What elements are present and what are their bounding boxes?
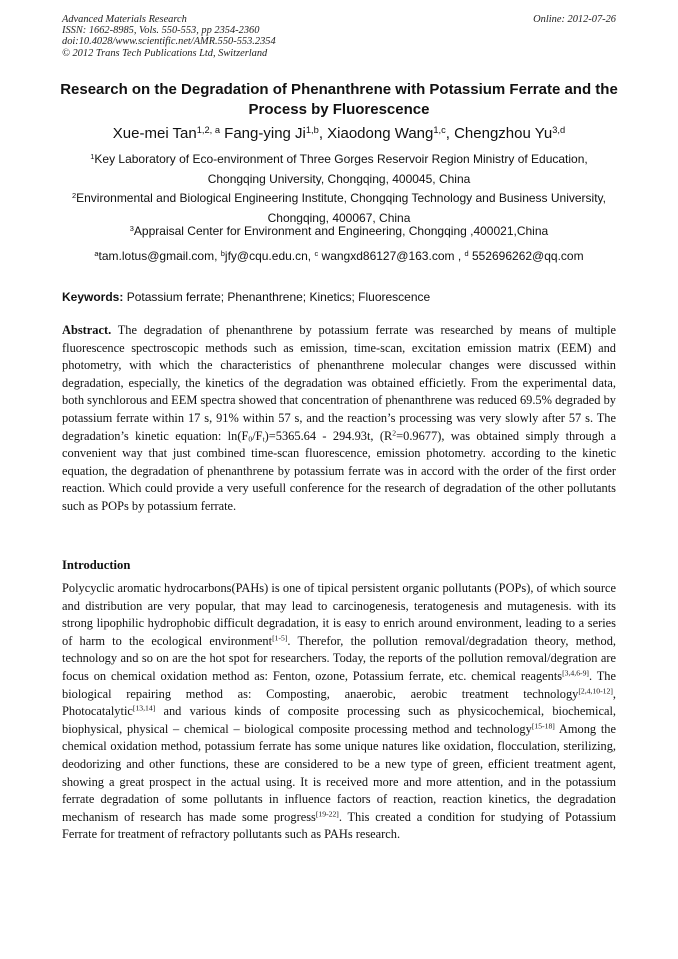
- abstract-label: Abstract.: [62, 323, 112, 337]
- email-mark: c: [314, 248, 319, 258]
- email-mark: b: [220, 248, 225, 258]
- keywords-line: [62, 289, 616, 305]
- email-address: wangxd86127@163.com ,: [321, 249, 462, 263]
- keywords-label: Keywords:: [62, 290, 124, 304]
- citation: [1-5]: [272, 633, 288, 643]
- subscript: t: [262, 434, 265, 444]
- citation: [13,14]: [132, 703, 156, 713]
- abstract: [62, 322, 616, 516]
- affil-mark: 1: [90, 151, 95, 161]
- subscript: 0: [248, 434, 253, 444]
- affil-text: Key Laboratory of Eco-environment of Three Gorges Reservoir Region Ministry of Education, Chongqing University, Chongqing, 400045, China: [94, 152, 588, 186]
- email-list: [40, 248, 638, 264]
- citation: [2,4,10-12]: [578, 685, 613, 695]
- affil-text: Environmental and Biological Engineering Institute, Chongqing Technology and Business University, Chongqing, 400067, China: [76, 191, 606, 225]
- body-text: . This created a condition for studying of Potassium Ferrate for treatment of refractory pollutants such as PAHs research.: [62, 809, 617, 842]
- email-address: 552696262@qq.com: [471, 249, 584, 263]
- author-affil-mark: 1,2, a: [196, 124, 220, 135]
- body-text: . Therefor, the pollution removal/degradation theory, method, technology and so on are the hot spot for researchers. Today, the reports of the pollution removal/degration are focus on chemical oxidation method as: Fenton, ozone, Potassium ferrate, etc. chemical reagents: [62, 633, 616, 683]
- body-text: , Photocatalytic: [62, 686, 616, 719]
- body-text: . The biological repairing method as: Composting, anaerobic, aerobic treatment technology: [62, 668, 616, 701]
- section-heading-introduction: Introduction: [62, 558, 131, 572]
- citation: [3,4,6-9]: [562, 668, 589, 678]
- copyright-line: © 2012 Trans Tech Publications Ltd, Switzerland: [62, 47, 268, 59]
- abstract-text: /F: [252, 428, 263, 443]
- author-name: Fang-ying Ji: [224, 125, 306, 142]
- body-text: Polycyclic aromatic hydrocarbons(PAHs) is one of tipical persistent organic pollutants (POPs), of which source and distribution are very popular, that may lead to carcinogenesis, teratogenesis and mutagenesis. with its strong lipophilic hydrophobic difficult degradation, it is easy to enrich around environment, leading to a series of harm to the ecological environment: [62, 581, 616, 648]
- body-text: and various kinds of composite processing such as physicochemical, biochemical, biophysical, physical – chemical – biological composite processing method and technology: [62, 704, 616, 736]
- affil-mark: 3: [129, 223, 134, 233]
- journal-name: Advanced Materials Research: [62, 14, 187, 25]
- paper-title: Research on the Degradation of Phenanthrene with Potassium Ferrate and the Process by Fluorescence: [60, 81, 618, 118]
- issn-line: ISSN: 1662-8985, Vols. 550-553, pp 2354-2360: [62, 25, 260, 37]
- superscript: 2: [392, 427, 397, 437]
- author-affil-mark: 1,c: [433, 124, 446, 135]
- author-name: Chengzhou Yu: [454, 125, 553, 142]
- affiliation-3: [60, 222, 618, 242]
- affiliation-1: [60, 150, 618, 189]
- doi-line: doi:10.4028/www.scientific.net/AMR.550-553.2354: [62, 36, 276, 48]
- abstract-text: )=5365.64 - 294.93t, (R: [264, 428, 393, 443]
- introduction-paragraph: [62, 580, 616, 844]
- email-mark: a: [94, 248, 99, 258]
- email-address: tam.lotus@gmail.com,: [98, 249, 218, 263]
- affil-mark: 2: [71, 190, 77, 200]
- email-mark: d: [464, 248, 469, 258]
- online-date: Online: 2012-07-26: [533, 14, 616, 25]
- citation: [19-22]: [315, 809, 339, 819]
- author-affil-mark: 3,d: [552, 124, 566, 135]
- affil-text: Appraisal Center for Environment and Engineering, Chongqing ,400021,China: [133, 224, 549, 238]
- author-list: Xue-mei Tan$^{1,2, a}$ Fang-ying Ji$^{1,b}$, Xiaodong Wang$^{1,c}$, Chengzhou Yu$^{3,d}$: [112, 124, 566, 142]
- author-name: Xiaodong Wang: [327, 125, 434, 142]
- abstract-text: The degradation of phenanthrene by potassium ferrate was researched by means of multiple fluorescence spectroscopic methods such as emission, time-scan, excitation emission matrix (EEM) and photometry, with which the characteristics of phenanthrene molecular changes were discussed within degradation, especially, the kinetics of the degradation was obtained efficietly. From the experimental data, both synchlorous and EEM spectra showed that concentration of phenanthrene was reduced 69.5% degraded by potassium ferrate within 17 s, 91% within 57 s, and the reaction’s processing was very slowly after 57 s. The degradation’s kinetic equation: ln(F: [62, 323, 617, 443]
- abstract-text: =0.9677), was obtained simply through a convenient way that just combined time-scan fluorescence, emission photometry. according to the kinetic equation, the degradation of phenanthrene by potassium ferrate was in accord with the order of the first order reaction. Which could provide a very usefull conference for the research of degradation of the other pollutants such as POPs by potassium ferrate.: [62, 428, 616, 513]
- keywords-text: Potassium ferrate; Phenanthrene; Kinetics; Fluorescence: [126, 290, 431, 304]
- author-name: Xue-mei Tan: [112, 125, 197, 142]
- citation: [15-18]: [531, 721, 555, 731]
- body-text: Among the chemical oxidation method, potassium ferrate has some unique natures like oxidation, flocculation, sterilizing, deodorizing and other functions, these are considered to be a new type of green, efficient treatment agent, showing a great prospect in the actual using. It is received more and more attention, and in the potassium ferrate degradation of some pollutants in influence factors of reaction, reaction kinetics, the degradation mechanism of research has made some progress: [62, 721, 616, 824]
- author-affil-mark: 1,b: [305, 124, 319, 135]
- email-address: jfy@cqu.edu.cn,: [224, 249, 312, 263]
- journal-header: [62, 14, 616, 59]
